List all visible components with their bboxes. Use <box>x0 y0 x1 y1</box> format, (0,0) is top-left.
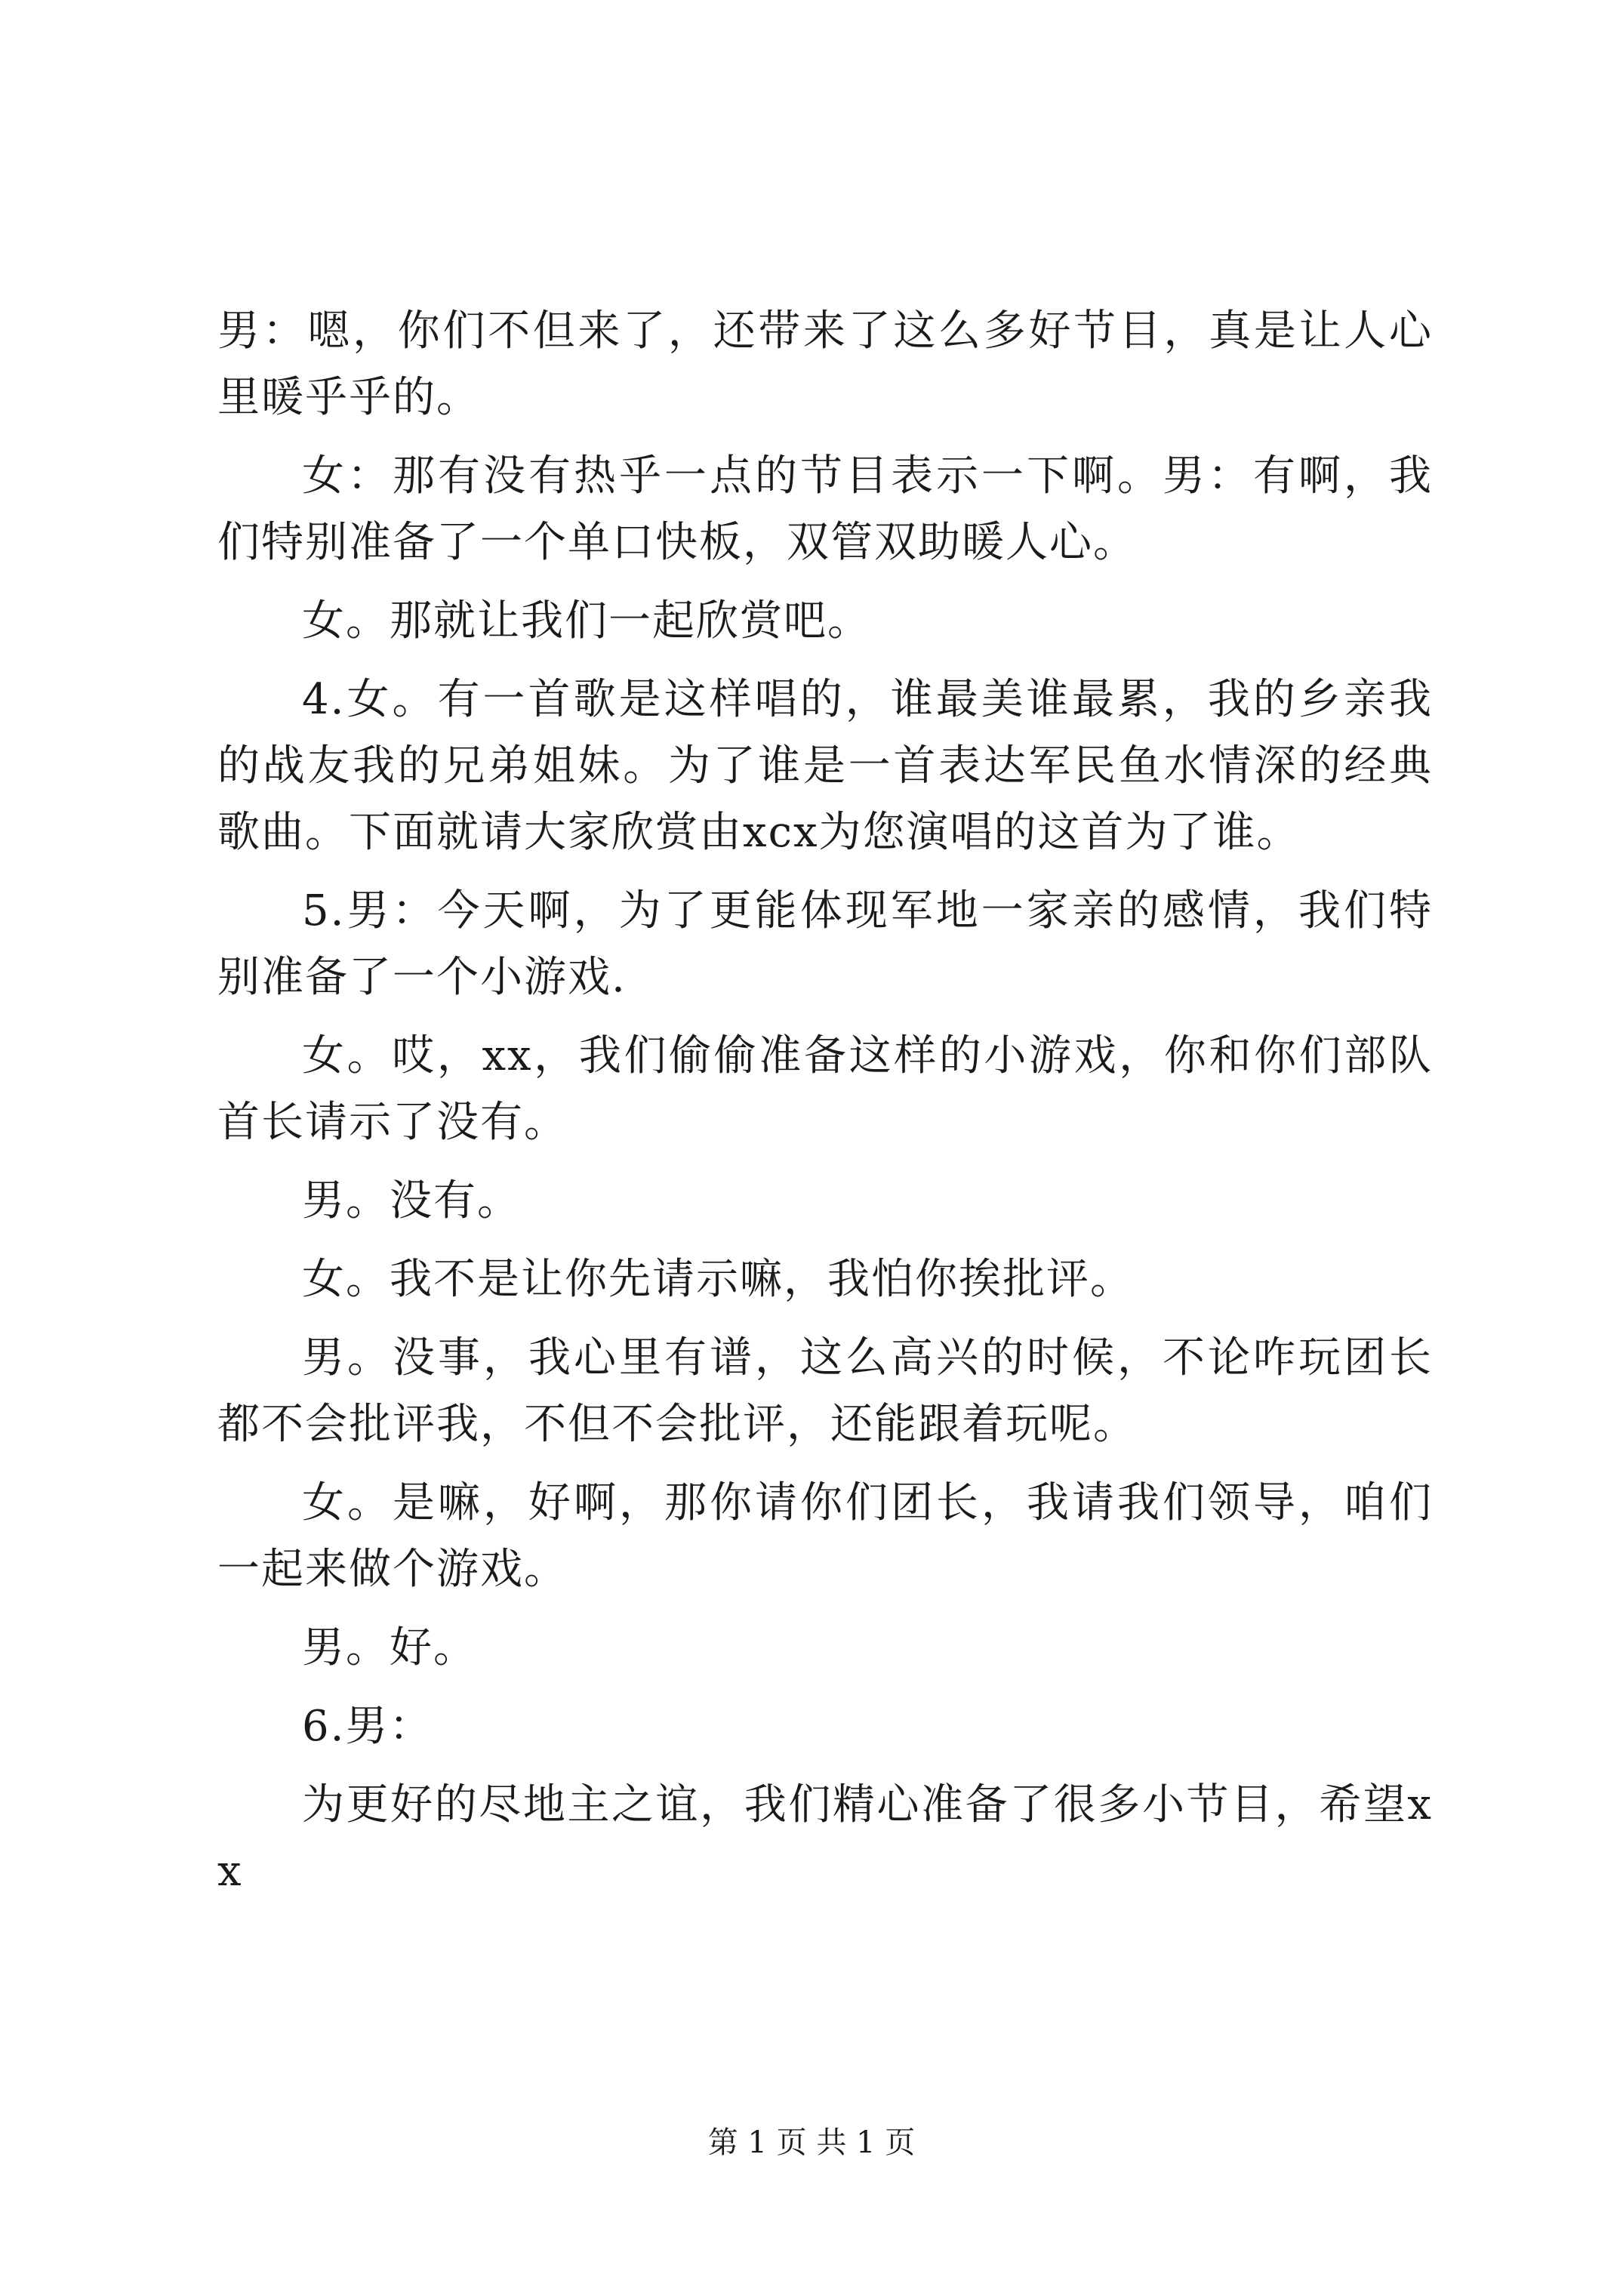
paragraph-5: 5.男：今天啊，为了更能体现军地一家亲的感情，我们特别准备了一个小游戏. <box>217 886 1433 1002</box>
paragraph-13: 为更好的尽地主之谊，我们精心准备了很多小节目，希望xx <box>217 1780 1433 1896</box>
paragraph-10: 女。是嘛，好啊，那你请你们团长，我请我们领导，咱们一起来做个游戏。 <box>217 1478 1433 1594</box>
paragraph-11: 男。好。 <box>302 1623 477 1672</box>
paragraph-3: 女。那就让我们一起欣赏吧。 <box>302 596 871 646</box>
paragraph-8: 女。我不是让你先请示嘛，我怕你挨批评。 <box>302 1255 1134 1304</box>
paragraph-9: 男。没事，我心里有谱，这么高兴的时候，不论咋玩团长都不会批评我，不但不会批评，还能跟着玩呢。 <box>217 1333 1433 1449</box>
document-body <box>217 298 1433 1917</box>
paragraph-12: 6.男： <box>302 1702 433 1751</box>
paragraph-7: 男。没有。 <box>302 1176 521 1225</box>
paragraph-4: 4.女。有一首歌是这样唱的，谁最美谁最累，我的乡亲我的战友我的兄弟姐妹。为了谁是一首表达军民鱼水情深的经典歌曲。下面就请大家欣赏由xcx为您演唱的这首为了谁。 <box>217 675 1433 857</box>
page-footer <box>0 2122 1623 2164</box>
paragraph-2: 女：那有没有热乎一点的节目表示一下啊。男：有啊，我们特别准备了一个单口快板，双管双助暖人心。 <box>217 451 1433 567</box>
page-number-label: 第 1 页 共 1 页 <box>707 2125 916 2160</box>
paragraph-6: 女。哎，xx，我们偷偷准备这样的小游戏，你和你们部队首长请示了没有。 <box>217 1031 1433 1147</box>
paragraph-1: 男：嗯，你们不但来了，还带来了这么多好节目，真是让人心里暖乎乎的。 <box>217 307 1433 422</box>
